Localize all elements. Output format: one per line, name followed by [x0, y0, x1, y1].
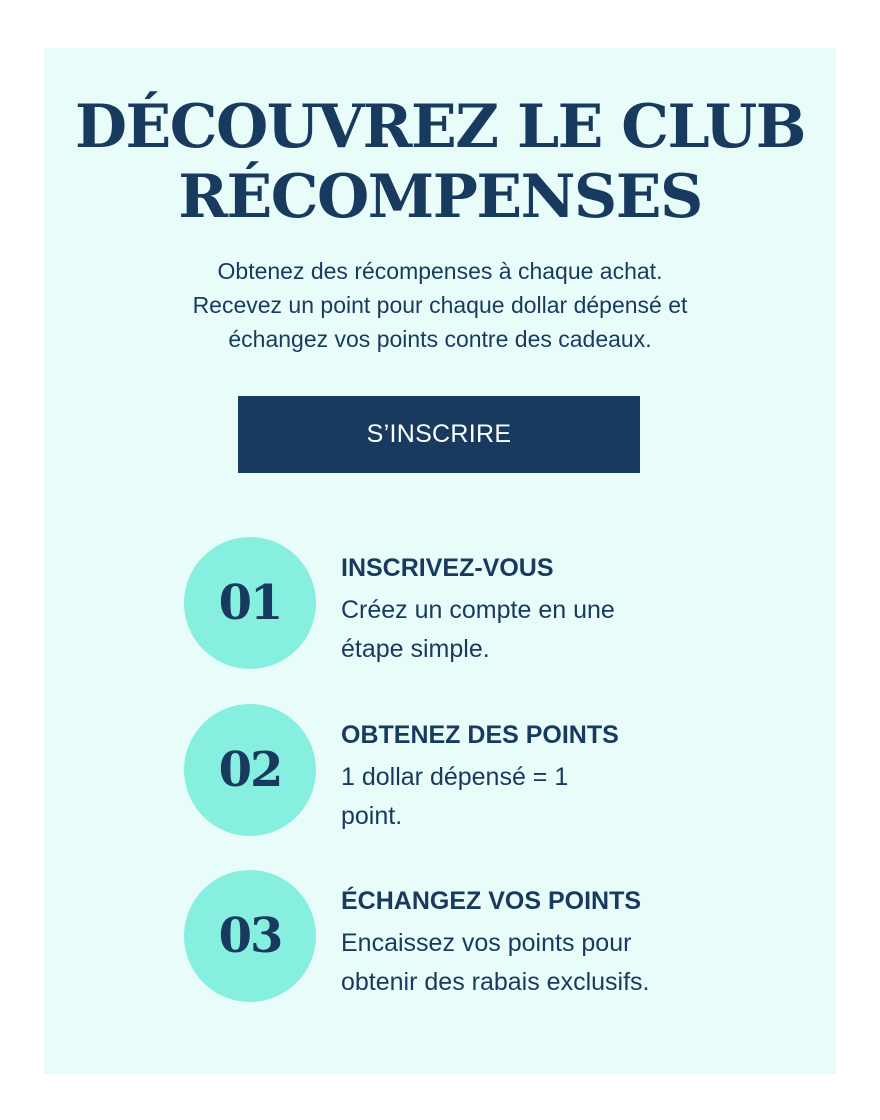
step-description — [341, 591, 615, 669]
step-number-badge: 03 — [184, 870, 316, 1002]
intro-line-3: échangez vos points contre des cadeaux. — [228, 326, 652, 352]
intro-line-1: Obtenez des récompenses à chaque achat. — [217, 258, 663, 284]
intro-line-2: Recevez un point pour chaque dollar dépensé et — [192, 292, 688, 318]
title-line-2: RÉCOMPENSES — [178, 162, 702, 232]
step-title: ÉCHANGEZ VOS POINTS — [341, 887, 642, 915]
step-number-badge: 01 — [184, 537, 316, 669]
step-description — [341, 758, 568, 836]
step-description-line-2: étape simple. — [341, 635, 490, 663]
title-line-1: DÉCOUVREZ LE CLUB — [75, 92, 805, 162]
step-description-line-1: 1 dollar dépensé = 1 — [341, 763, 569, 791]
step-signup — [184, 537, 704, 671]
step-title: INSCRIVEZ-VOUS — [341, 554, 554, 582]
step-description-line-1: Créez un compte en une — [341, 596, 615, 624]
step-description — [341, 924, 649, 1002]
step-number-badge: 02 — [184, 704, 316, 836]
step-title: OBTENEZ DES POINTS — [341, 721, 619, 749]
step-description-line-2: point. — [341, 802, 403, 830]
step-description-line-1: Encaissez vos points pour — [341, 929, 632, 957]
step-description-line-2: obtenir des rabais exclusifs. — [341, 968, 650, 996]
step-redeem-points — [184, 870, 704, 1004]
page-title — [0, 92, 880, 232]
intro-text — [0, 254, 880, 356]
step-earn-points — [184, 704, 704, 838]
signup-button[interactable]: S’INSCRIRE — [238, 396, 640, 473]
